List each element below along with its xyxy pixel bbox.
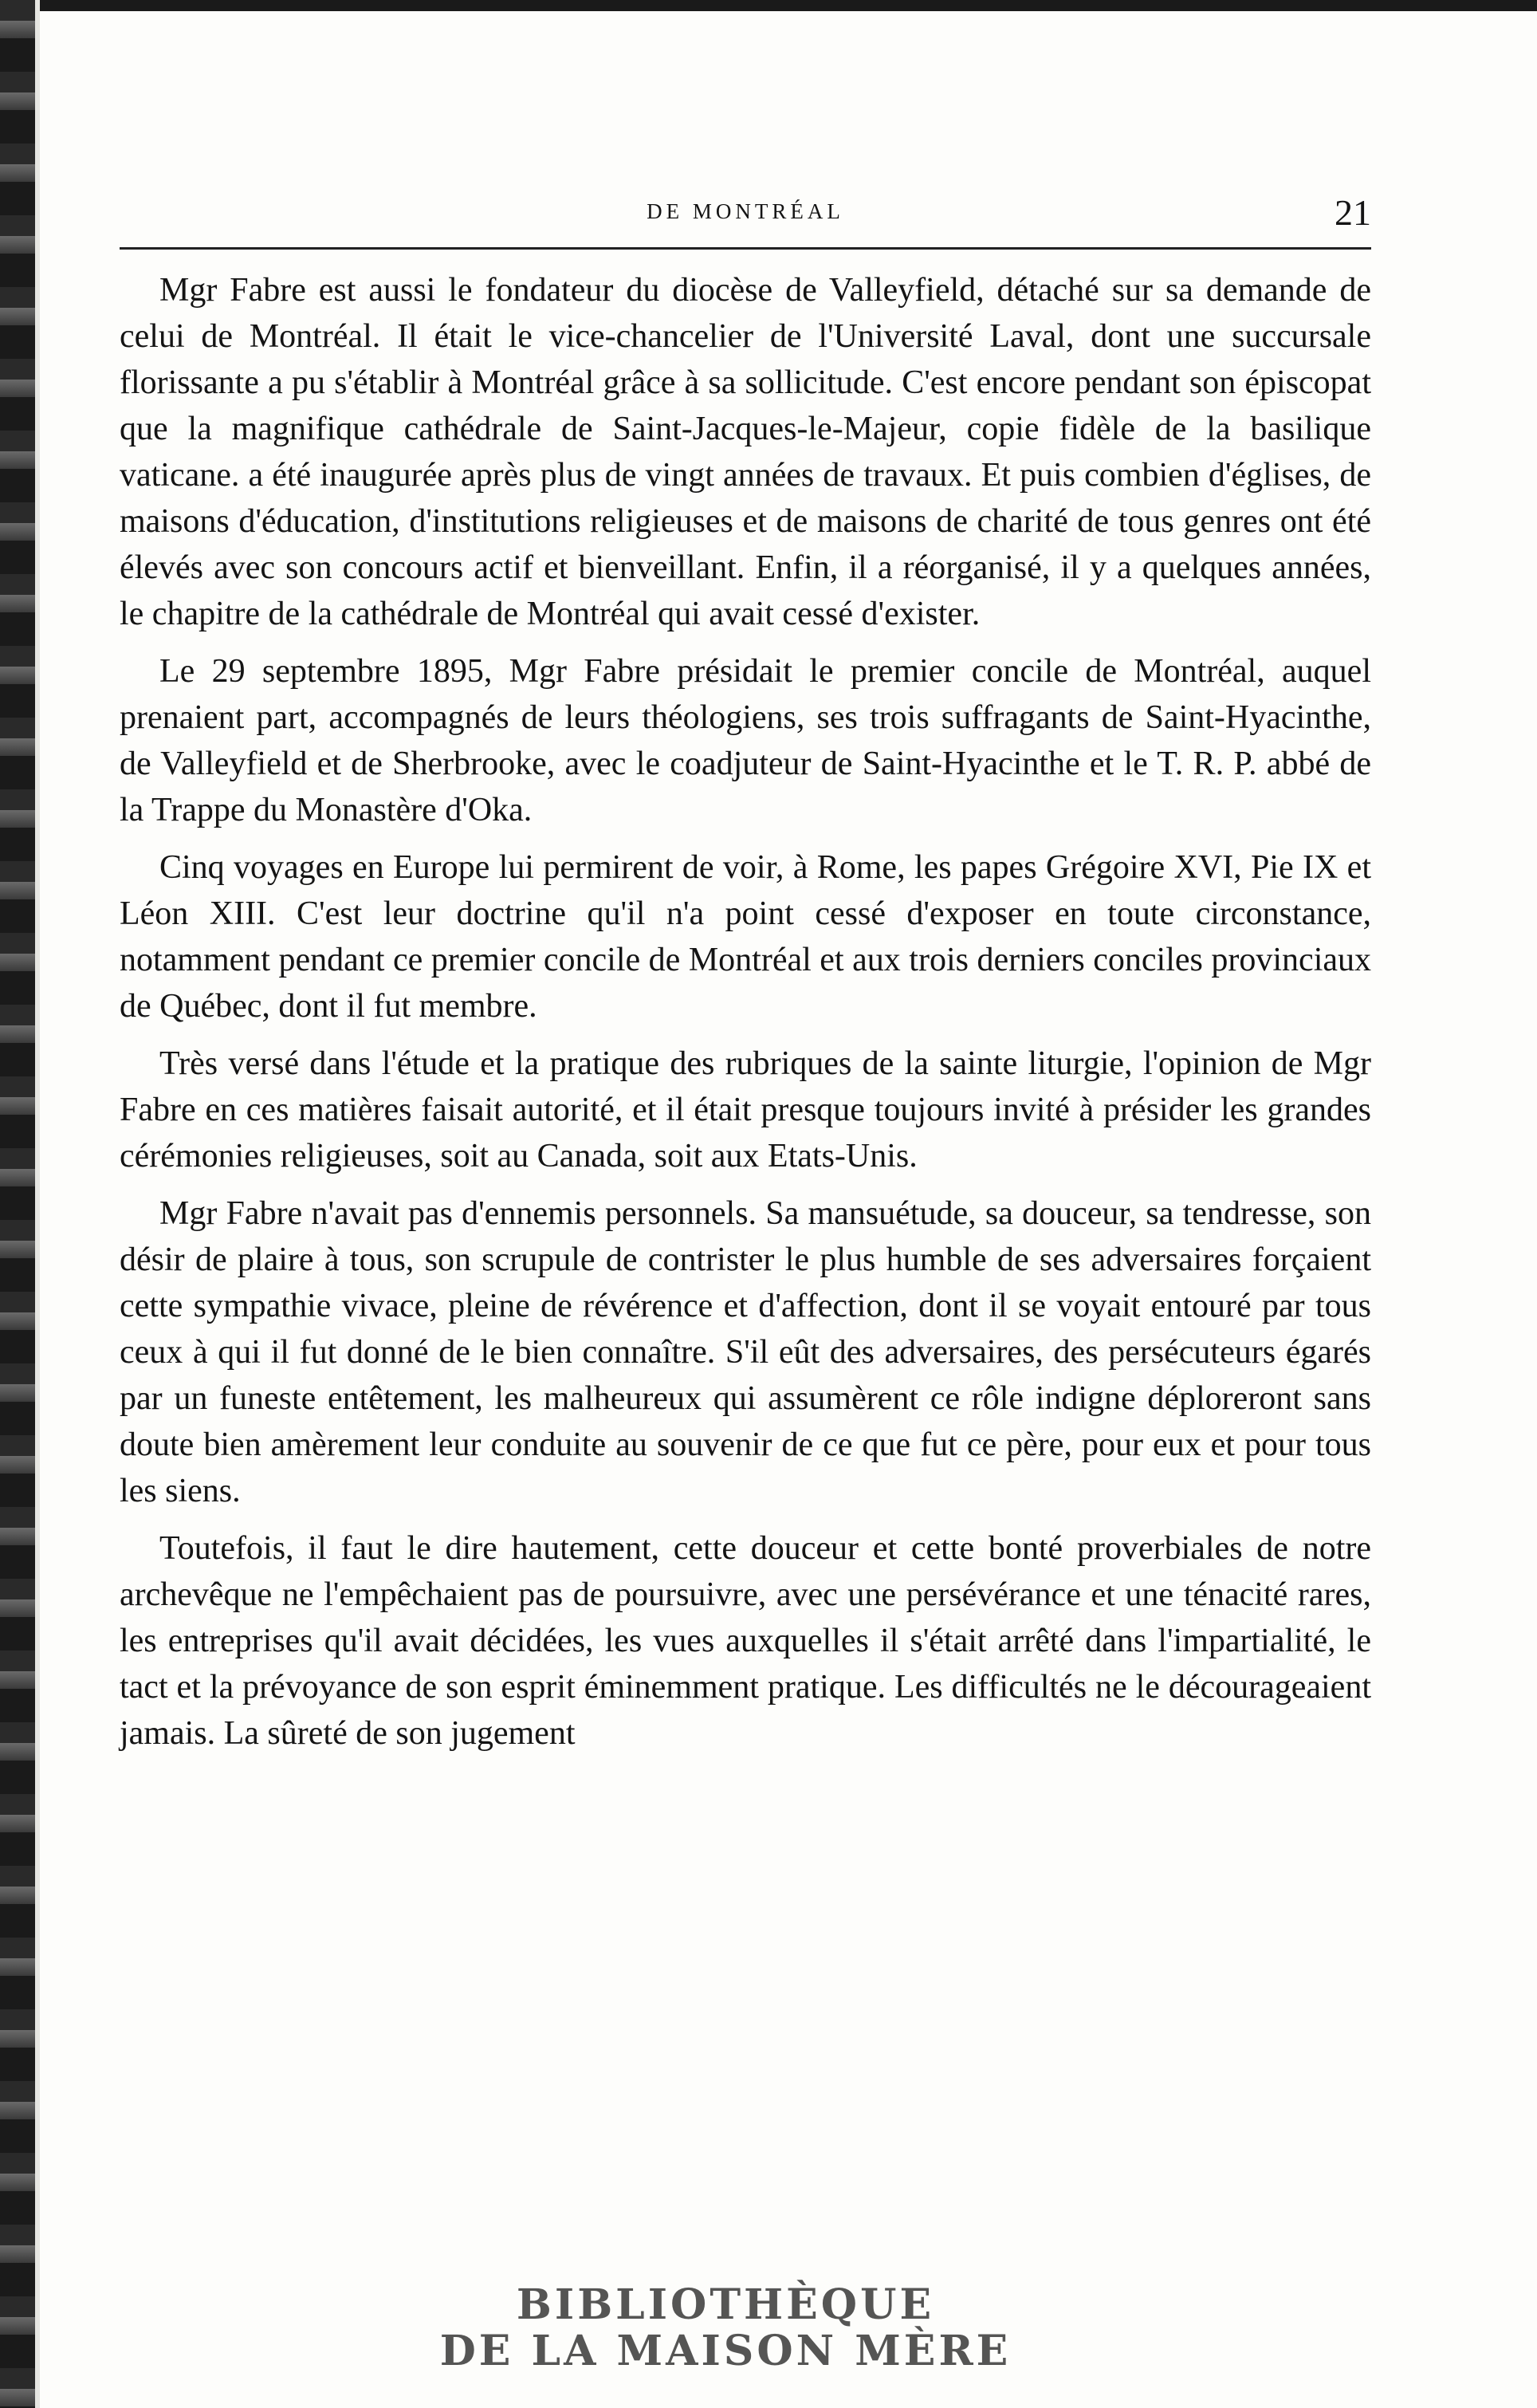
stamp-line-1: BIBLIOTHÈQUE — [516, 2280, 935, 2329]
paragraph-1: Mgr Fabre est aussi le fondateur du diocèse de Valleyfield, détaché sur sa demande de celui de Montréal. Il était le vice-chancelier de l'Université Laval, dont une succursale florissante a pu s'établir à Montréal grâce à sa sollicitude. C'est encore pendant son épiscopat que la magnifique cathédrale de Saint-Jacques-le-Majeur, copie fidèle de la basilique vaticane. a été inaugurée après plus de vingt années de travaux. Et puis combien d'églises, de maisons d'éducation, d'institutions religieuses et de maisons de charité de tous genres ont été élevés avec son concours actif et bienveillant. Enfin, il a réorganisé, il y a quelques années, le chapitre de la cathédrale de Montréal qui avait cessé d'exister. — [120, 272, 1371, 632]
top-edge-rule — [0, 0, 1537, 11]
header-rule — [120, 247, 1371, 250]
page-number: 21 — [1335, 192, 1371, 233]
paragraph-3: Cinq voyages en Europe lui permirent de voir, à Rome, les papes Grégoire XVI, Pie IX et Léon XIII. C'est leur doctrine qu'il n'a point cessé d'exposer en toute circonstance, notamment pendant ce premier concile de Montréal et aux trois derniers conciles provinciaux de Québec, dont il fut membre. — [120, 849, 1371, 1025]
paragraph-2: Le 29 septembre 1895, Mgr Fabre présidait le premier concile de Montréal, auquel prenaient part, accompagnés de leurs théologiens, ses trois suffragants de Saint-Hyacinthe, de Valleyfield et de Sherbrooke, avec le coadjuteur de Saint-Hyacinthe et le T. R. P. abbé de la Trappe du Monastère d'Oka. — [120, 653, 1371, 828]
paragraph-6: Toutefois, il faut le dire hautement, cette douceur et cette bonté proverbiales de notre archevêque ne l'empêchaient pas de poursuivre, avec une persévérance et une ténacité rares, les entreprises qu'il avait décidées, les vues auxquelles il s'était arrêté dans l'impartialité, le tact et la prévoyance de son esprit éminemment pratique. Les difficultés ne le décourageaient jamais. La sûreté de son jugement — [120, 1530, 1371, 1752]
book-page — [120, 191, 1371, 1768]
paragraph-4: Très versé dans l'étude et la pratique des rubriques de la sainte liturgie, l'opinion de Mgr Fabre en ces matières faisait autorité, et il était presque toujours invité à présider les grandes cérémonies religieuses, soit au Canada, soit aux Etats-Unis. — [120, 1045, 1371, 1174]
body-text — [120, 267, 1371, 1757]
library-stamp — [399, 2282, 1052, 2375]
running-header — [120, 191, 1371, 239]
book-binding-edge — [0, 0, 35, 2408]
paragraph-5: Mgr Fabre n'avait pas d'ennemis personnels. Sa mansuétude, sa douceur, sa tendresse, son désir de plaire à tous, son scrupule de contrister le plus humble de ses adversaires forçaient cette sympathie vivace, pleine de révérence et d'affection, dont il se voyait entouré par tous ceux à qui il fut donné de le bien connaître. S'il eût des adversaires, des persécuteurs égarés par un funeste entêtement, les malheureux qui assumèrent ce rôle indigne déploreront sans doute bien amèrement leur conduite au souvenir de ce que fut ce père, pour eux et pour tous les siens. — [120, 1195, 1371, 1509]
stamp-line-2: DE LA MAISON MÈRE — [439, 2327, 1012, 2375]
running-title: DE MONTRÉAL — [647, 199, 844, 223]
